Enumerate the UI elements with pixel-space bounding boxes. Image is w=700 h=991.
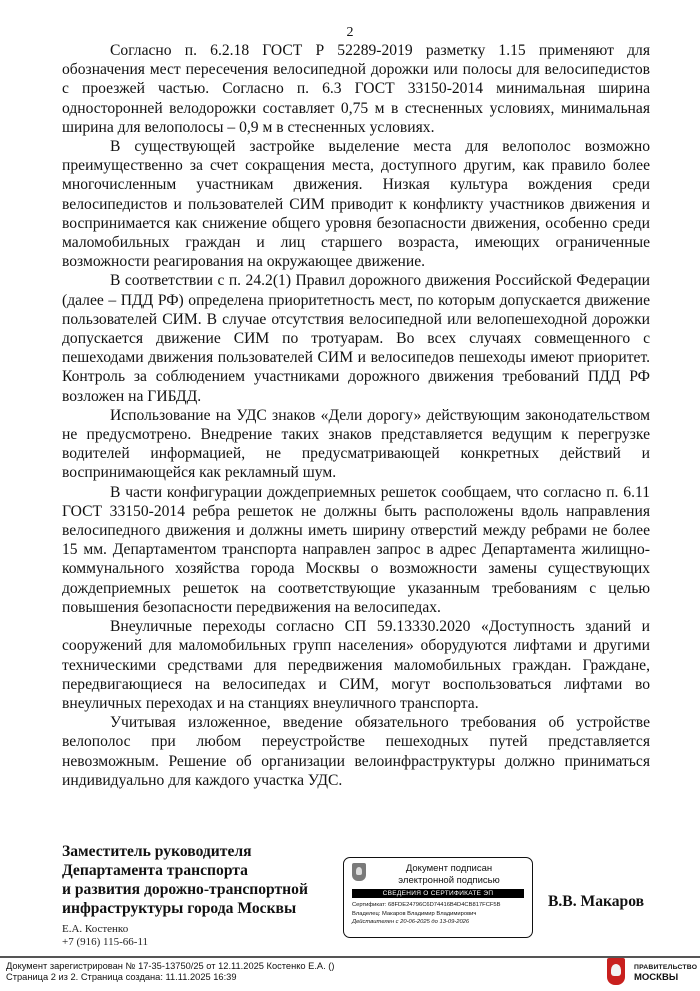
stamp-owner: Владелец: Макаров Владимир Владимирович <box>352 910 477 917</box>
footer-divider <box>0 956 700 958</box>
footer-registration <box>6 961 335 982</box>
signer-title-line: инфраструктуры города Москвы <box>62 900 297 917</box>
stamp-validity: Действителен с 20-06-2025 до 13-09-2026 <box>352 919 470 925</box>
paragraph: В части конфигурации дождеприемных решеток сообщаем, что согласно п. 6.11 ГОСТ 33150-2014 ребра решеток не должны быть расположены вдоль направления велосипедного движения и должны иметь ширину отверстий между ребрами не более 15 мм. Департаментом транспорта направлен запрос в адрес Департамента жилищно-коммунального хозяйства города Москвы о возможности замены существующих дождеприемных решеток на соответствующие указанным требованиям с целью повышения безопасности передвижения на велосипедах. <box>62 483 650 616</box>
executor-info <box>62 923 148 949</box>
footer-page-info: Страница 2 из 2. Страница создана: 11.11.2025 16:39 <box>6 971 237 982</box>
executor-name: Е.А. Костенко <box>62 923 129 935</box>
government-logo-label <box>634 963 697 983</box>
stamp-certificate: Сертификат: 68FDE24796C6D74416B4D4CB817FCF5B <box>352 902 501 908</box>
letter-body <box>62 41 650 790</box>
paragraph: В существующей застройке выделение места для велополос возможно преимущественно за счет сокращения места, доступного другим, как правило более многочисленным участникам движения. Низкая культура вождения среди велосипедистов и пользователей СИМ приводит к конфликту участников движения и воспринимается как снижение общего уровня безопасности движения, особенно среди маломобильных граждан и лиц старшего возраста, имеющих ограниченные возможности реагирования на окружающее движение. <box>62 138 650 271</box>
paragraph: Согласно п. 6.2.18 ГОСТ Р 52289-2019 разметку 1.15 применяют для обозначения мест пересечения велосипедной дорожки или полосы для велосипедистов с проезжей частью. Согласно п. 6.3 ГОСТ 33150-2014 минимальная ширина односторонней велодорожки составляет 0,75 м в стесненных условиях, минимальная ширина для велополосы – 0,9 м в стесненных условиях. <box>62 42 650 136</box>
stamp-heading <box>370 863 528 887</box>
signer-title-line: Департамента транспорта <box>62 862 248 879</box>
gov-label-line1: ПРАВИТЕЛЬСТВО <box>634 964 698 971</box>
stamp-details <box>352 901 501 927</box>
signer-name: В.В. Макаров <box>548 893 645 910</box>
stamp-heading-line: электронной подписью <box>398 875 500 886</box>
gov-label-line2: МОСКВЫ <box>634 972 679 983</box>
e-signature-stamp <box>343 857 533 938</box>
moscow-coat-of-arms-icon <box>607 958 625 985</box>
signer-title-line: и развития дорожно-транспортной <box>62 881 308 898</box>
paragraph: Внеуличные переходы согласно СП 59.13330.2020 «Доступность зданий и сооружений для маломобильных групп населения» оборудуются лифтами и другими техническими средствами для передвижения маломобильных граждан. Граждане, передвигающиеся на велосипедах и СИМ, могут воспользоваться лифтами во внеуличных переходах и на станциях внеуличного транспорта. <box>62 618 650 712</box>
paragraph: Использование на УДС знаков «Дели дорогу» действующим законодательством не предусмотрено. Внедрение таких знаков представляется ведущим к перегрузке водителей информацией, не предусматривающей конкретных действий и воспринимающейся как рекламный шум. <box>62 406 650 482</box>
signer-title-line: Заместитель руководителя <box>62 843 252 860</box>
signer-title <box>62 842 342 918</box>
page-number: 2 <box>346 25 354 40</box>
moscow-emblem-icon <box>352 863 366 881</box>
executor-phone: +7 (916) 115-66-11 <box>62 936 149 948</box>
paragraph: В соответствии с п. 24.2(1) Правил дорожного движения Российской Федерации (далее – ПДД РФ) определена приоритетность мест, по которым допускается движение пользователей СИМ. В случае отсутствия велосипедной или велопешеходной дорожки допускается движение СИМ по тротуарам. Во всех случаях совмещенного с пешеходами движения пользователей СИМ и велосипедов пешеходы имеют приоритет. Контроль за соблюдением участниками дорожного движения требований ПДД РФ возложен на ГИБДД. <box>62 272 650 405</box>
paragraph: Учитывая изложенное, введение обязательного требования об устройстве велополос при любом переустройстве пешеходных путей представляется невозможным. Решение об организации велоинфраструктуры должно приниматься индивидуально для каждого участка УДС. <box>62 714 650 789</box>
footer-registration-line: Документ зарегистрирован № 17-35-13750/25 от 12.11.2025 Костенко Е.А. () <box>6 961 335 971</box>
stamp-certificate-bar: СВЕДЕНИЯ О СЕРТИФИКАТЕ ЭП <box>352 889 524 898</box>
stamp-heading-line: Документ подписан <box>405 863 493 874</box>
